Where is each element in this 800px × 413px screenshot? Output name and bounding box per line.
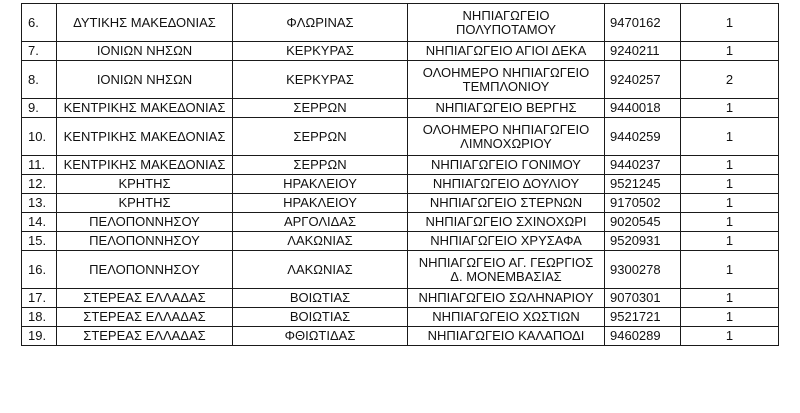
school-name-cell bbox=[408, 99, 605, 118]
school-code-cell: 9070301 bbox=[605, 289, 681, 308]
school-code-cell: 9170502 bbox=[605, 194, 681, 213]
count-cell: 1 bbox=[681, 194, 779, 213]
count-cell: 1 bbox=[681, 118, 779, 156]
prefecture-cell: ΚΕΡΚΥΡΑΣ bbox=[233, 61, 408, 99]
region-cell: ΣΤΕΡΕΑΣ ΕΛΛΑΔΑΣ bbox=[57, 289, 233, 308]
school-name-cell bbox=[408, 289, 605, 308]
region-cell: ΙΟΝΙΩΝ ΝΗΣΩΝ bbox=[57, 61, 233, 99]
school-name-cell bbox=[408, 156, 605, 175]
row-number-cell: 12. bbox=[22, 175, 57, 194]
row-number-cell: 16. bbox=[22, 251, 57, 289]
school-name-line: ΟΛΟΗΜΕΡΟ ΝΗΠΙΑΓΩΓΕΙΟ bbox=[422, 121, 590, 137]
region-cell: ΣΤΕΡΕΑΣ ΕΛΛΑΔΑΣ bbox=[57, 327, 233, 346]
count-cell: 1 bbox=[681, 289, 779, 308]
row-number-cell: 14. bbox=[22, 213, 57, 232]
row-number-cell: 15. bbox=[22, 232, 57, 251]
prefecture-cell: ΛΑΚΩΝΙΑΣ bbox=[233, 232, 408, 251]
count-cell: 1 bbox=[681, 42, 779, 61]
school-code-cell: 9460289 bbox=[605, 327, 681, 346]
school-code-cell: 9521245 bbox=[605, 175, 681, 194]
table-row bbox=[22, 251, 779, 289]
prefecture-cell: ΣΕΡΡΩΝ bbox=[233, 99, 408, 118]
schools-table bbox=[21, 3, 779, 346]
prefecture-cell: ΗΡΑΚΛΕΙΟΥ bbox=[233, 175, 408, 194]
school-name-line: ΝΗΠΙΑΓΩΓΕΙΟ ΚΑΛΑΠΟΔΙ bbox=[427, 328, 585, 343]
row-number-cell: 13. bbox=[22, 194, 57, 213]
school-name-cell bbox=[408, 327, 605, 346]
table-row bbox=[22, 232, 779, 251]
school-code-cell: 9240211 bbox=[605, 42, 681, 61]
school-code-cell: 9440018 bbox=[605, 99, 681, 118]
school-name-line: ΝΗΠΙΑΓΩΓΕΙΟ bbox=[462, 7, 550, 23]
school-name-cell bbox=[408, 61, 605, 99]
count-cell: 1 bbox=[681, 251, 779, 289]
row-number-cell: 18. bbox=[22, 308, 57, 327]
row-number-cell: 7. bbox=[22, 42, 57, 61]
school-code-cell: 9240257 bbox=[605, 61, 681, 99]
prefecture-cell: ΣΕΡΡΩΝ bbox=[233, 118, 408, 156]
school-code-cell: 9440237 bbox=[605, 156, 681, 175]
table-row bbox=[22, 289, 779, 308]
prefecture-cell: ΗΡΑΚΛΕΙΟΥ bbox=[233, 194, 408, 213]
prefecture-cell: ΛΑΚΩΝΙΑΣ bbox=[233, 251, 408, 289]
row-number-cell: 19. bbox=[22, 327, 57, 346]
count-cell: 2 bbox=[681, 61, 779, 99]
table-row bbox=[22, 4, 779, 42]
row-number-cell: 11. bbox=[22, 156, 57, 175]
row-number-cell: 17. bbox=[22, 289, 57, 308]
prefecture-cell: ΚΕΡΚΥΡΑΣ bbox=[233, 42, 408, 61]
row-number-cell: 8. bbox=[22, 61, 57, 99]
table-row bbox=[22, 156, 779, 175]
school-name-cell bbox=[408, 213, 605, 232]
school-name-cell bbox=[408, 175, 605, 194]
school-name-line: ΝΗΠΙΑΓΩΓΕΙΟ ΣΧΙΝΟΧΩΡΙ bbox=[425, 214, 587, 229]
school-name-line: ΤΕΜΠΛΟΝΙΟΥ bbox=[462, 78, 550, 94]
region-cell: ΚΕΝΤΡΙΚΗΣ ΜΑΚΕΔΟΝΙΑΣ bbox=[57, 99, 233, 118]
school-name-line: ΟΛΟΗΜΕΡΟ ΝΗΠΙΑΓΩΓΕΙΟ bbox=[422, 64, 590, 80]
school-name-line: ΝΗΠΙΑΓΩΓΕΙΟ ΑΓΙΟΙ ΔΕΚΑ bbox=[425, 43, 587, 58]
count-cell: 1 bbox=[681, 4, 779, 42]
prefecture-cell: ΒΟΙΩΤΙΑΣ bbox=[233, 289, 408, 308]
table-row bbox=[22, 99, 779, 118]
table-row bbox=[22, 327, 779, 346]
table-row bbox=[22, 175, 779, 194]
school-name-line: ΝΗΠΙΑΓΩΓΕΙΟ ΒΕΡΓΗΣ bbox=[435, 100, 577, 115]
region-cell: ΙΟΝΙΩΝ ΝΗΣΩΝ bbox=[57, 42, 233, 61]
table-row bbox=[22, 61, 779, 99]
region-cell: ΣΤΕΡΕΑΣ ΕΛΛΑΔΑΣ bbox=[57, 308, 233, 327]
prefecture-cell: ΦΛΩΡΙΝΑΣ bbox=[233, 4, 408, 42]
count-cell: 1 bbox=[681, 232, 779, 251]
region-cell: ΚΕΝΤΡΙΚΗΣ ΜΑΚΕΔΟΝΙΑΣ bbox=[57, 156, 233, 175]
region-cell: ΠΕΛΟΠΟΝΝΗΣΟΥ bbox=[57, 232, 233, 251]
prefecture-cell: ΦΘΙΩΤΙΔΑΣ bbox=[233, 327, 408, 346]
region-cell: ΚΡΗΤΗΣ bbox=[57, 175, 233, 194]
count-cell: 1 bbox=[681, 213, 779, 232]
school-name-cell bbox=[408, 118, 605, 156]
school-code-cell: 9440259 bbox=[605, 118, 681, 156]
school-code-cell: 9020545 bbox=[605, 213, 681, 232]
schools-table-body bbox=[22, 4, 779, 346]
school-name-line: ΝΗΠΙΑΓΩΓΕΙΟ ΑΓ. ΓΕΩΡΓΙΟΣ bbox=[418, 254, 594, 270]
school-name-line: ΠΟΛΥΠΟΤΑΜΟΥ bbox=[456, 21, 556, 37]
count-cell: 1 bbox=[681, 327, 779, 346]
region-cell: ΚΡΗΤΗΣ bbox=[57, 194, 233, 213]
table-row bbox=[22, 194, 779, 213]
region-cell: ΠΕΛΟΠΟΝΝΗΣΟΥ bbox=[57, 251, 233, 289]
row-number-cell: 10. bbox=[22, 118, 57, 156]
region-cell: ΠΕΛΟΠΟΝΝΗΣΟΥ bbox=[57, 213, 233, 232]
count-cell: 1 bbox=[681, 99, 779, 118]
row-number-cell: 9. bbox=[22, 99, 57, 118]
school-name-cell bbox=[408, 232, 605, 251]
school-name-cell bbox=[408, 251, 605, 289]
school-name-line: ΝΗΠΙΑΓΩΓΕΙΟ ΧΩΣΤΙΩΝ bbox=[432, 309, 580, 324]
school-name-cell bbox=[408, 308, 605, 327]
count-cell: 1 bbox=[681, 175, 779, 194]
school-code-cell: 9470162 bbox=[605, 4, 681, 42]
row-number-cell: 6. bbox=[22, 4, 57, 42]
region-cell: ΔΥΤΙΚΗΣ ΜΑΚΕΔΟΝΙΑΣ bbox=[57, 4, 233, 42]
school-name-line: ΝΗΠΙΑΓΩΓΕΙΟ ΣΤΕΡΝΩΝ bbox=[429, 195, 583, 210]
school-code-cell: 9520931 bbox=[605, 232, 681, 251]
table-row bbox=[22, 118, 779, 156]
school-name-line: ΝΗΠΙΑΓΩΓΕΙΟ ΓΟΝΙΜΟΥ bbox=[431, 157, 581, 172]
school-name-cell bbox=[408, 4, 605, 42]
prefecture-cell: ΑΡΓΟΛΙΔΑΣ bbox=[233, 213, 408, 232]
table-row bbox=[22, 213, 779, 232]
school-name-line: ΛΙΜΝΟΧΩΡΙΟΥ bbox=[460, 135, 552, 151]
region-cell: ΚΕΝΤΡΙΚΗΣ ΜΑΚΕΔΟΝΙΑΣ bbox=[57, 118, 233, 156]
school-name-line: ΝΗΠΙΑΓΩΓΕΙΟ ΣΩΛΗΝΑΡΙΟΥ bbox=[418, 290, 594, 305]
prefecture-cell: ΒΟΙΩΤΙΑΣ bbox=[233, 308, 408, 327]
school-name-line: ΝΗΠΙΑΓΩΓΕΙΟ ΧΡΥΣΑΦΑ bbox=[430, 233, 582, 248]
school-code-cell: 9521721 bbox=[605, 308, 681, 327]
count-cell: 1 bbox=[681, 156, 779, 175]
count-cell: 1 bbox=[681, 308, 779, 327]
school-name-cell bbox=[408, 194, 605, 213]
school-name-line: ΝΗΠΙΑΓΩΓΕΙΟ ΔΟΥΛΙΟΥ bbox=[432, 176, 580, 191]
prefecture-cell: ΣΕΡΡΩΝ bbox=[233, 156, 408, 175]
school-name-line: Δ. ΜΟΝΕΜΒΑΣΙΑΣ bbox=[450, 268, 562, 284]
school-name-cell bbox=[408, 42, 605, 61]
table-row bbox=[22, 308, 779, 327]
table-row bbox=[22, 42, 779, 61]
school-code-cell: 9300278 bbox=[605, 251, 681, 289]
